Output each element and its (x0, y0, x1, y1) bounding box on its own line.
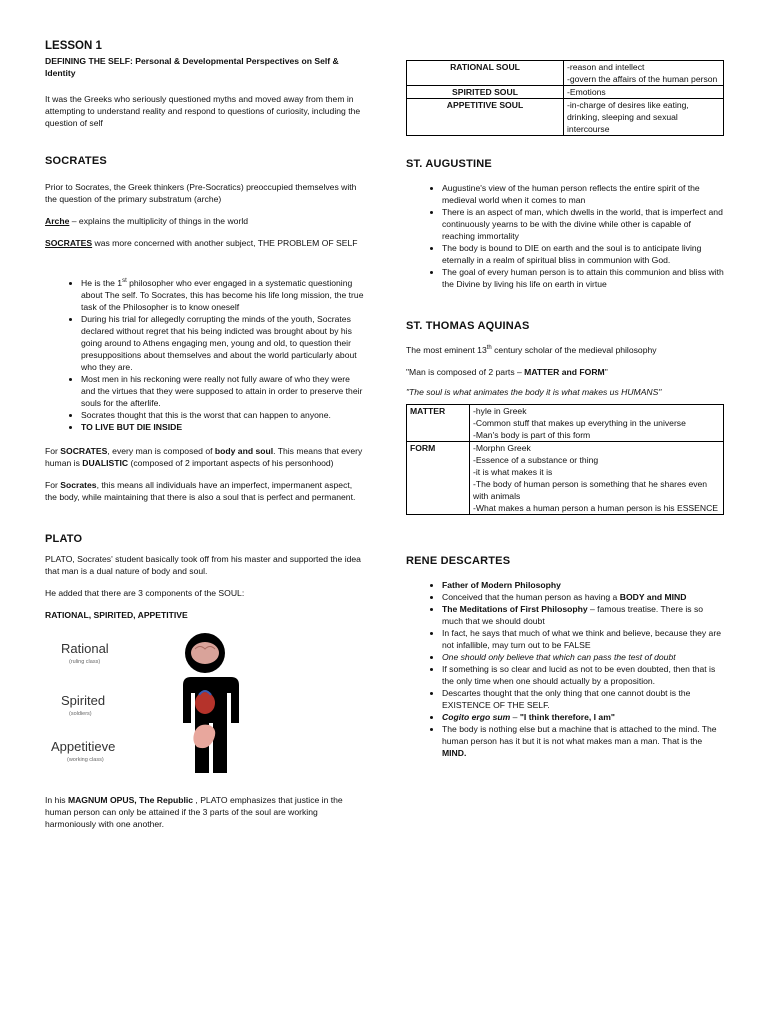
soul-desc: -reason and intellect -govern the affairs of the human person (564, 61, 724, 86)
intro-paragraph: It was the Greeks who seriously questioned myths and moved away from them in attempting to understand reality and respond to questions of curiosity, including the question of self (45, 94, 361, 128)
augustine-bullet-1: • Augustine's view of the human person reflects the entire spirit of the medieval world when it comes to man (442, 182, 724, 206)
left-column (45, 40, 365, 830)
descartes-bullet-9: • The body is nothing else but a machine that is attached to the mind. The human person has it but it is not what makes man a man. That is the MIND. (442, 723, 724, 759)
socrates-problem-text: was more concerned with another subject, THE PROBLEM OF SELF (92, 238, 358, 248)
aquinas-p2: "Man is composed of 2 parts – MATTER and FORM" (406, 366, 608, 377)
socrates-bullet-3: • Most men in his reckoning were really not fully aware of who they were and the virtues that they were supposed to attain in order to preserve their souls for the afterlife. (81, 373, 365, 409)
descartes-bullet-4: • In fact, he says that much of what we think and believe, because they are not infallible, may turn out to be FALSE (442, 627, 724, 651)
table-row (407, 99, 724, 136)
descartes-bullet-8: • Cogito ergo sum – "I think therefore, I am" (442, 711, 724, 723)
augustine-bullets (406, 182, 724, 290)
socrates-bullet-2: • During his trial for allegedly corrupting the minds of the youth, Socrates declared without regret that his being indicted was brought about by his going around to Athens engaging men, young and old, to question their presuppositions about themselves and about the world particularly about who they are. (81, 313, 365, 373)
fig-spirited-sub: (soldiers) (69, 710, 92, 717)
socrates-heading: SOCRATES (45, 155, 107, 167)
plato-republic: In his MAGNUM OPUS, The Republic , PLATO emphasizes that justice in the human person can only be attained if the 3 parts of the soul are working harmoniously with one another. (45, 794, 343, 829)
socrates-bullet-5: • TO LIVE BUT DIE INSIDE (81, 421, 365, 433)
soul-desc: -Emotions (564, 86, 724, 99)
socrates-bullet-1: • He is the 1st philosopher who ever engaged in a systematic questioning about The self. To Socrates, this has become his life long mission, the true task of the Philosopher is to know oneself (81, 275, 365, 313)
plato-soul-figure (45, 631, 245, 776)
plato-p3: RATIONAL, SPIRITED, APPETITIVE (45, 609, 188, 620)
descartes-bullet-7: • Descartes thought that the only thing that one cannot doubt is the EXISTENCE OF THE SELF. (442, 687, 724, 711)
fig-appetitive-label: Appetitieve (51, 738, 116, 754)
soul-desc: -in-charge of desires like eating, drinking, sleeping and sexual intercourse (564, 99, 724, 136)
socrates-body-soul: For Socrates, this means all individuals have an imperfect, impermanent aspect, the body, while maintaining that there is also a soul that is perfect and permanent. (45, 479, 356, 502)
aquinas-heading: ST. THOMAS AQUINAS (406, 320, 530, 332)
socrates-problem (45, 237, 365, 249)
augustine-bullet-4: • The goal of every human person is to attain this communion and bliss with the Divine by living his life on earth in virtue (442, 266, 724, 290)
lesson-title: LESSON 1 (45, 40, 102, 52)
socrates-p1: Prior to Socrates, the Greek thinkers (Pre-Socratics) preoccupied themselves with the question of the primary substratum (arche) (45, 182, 357, 204)
socrates-term: SOCRATES (45, 238, 93, 248)
lesson-subtitle: DEFINING THE SELF: Personal & Developmental Perspectives on Self & Identity (45, 56, 339, 78)
descartes-bullet-3: • The Meditations of First Philosophy – famous treatise. There is so much that we should doubt (442, 603, 724, 627)
soul-name: APPETITIVE SOUL (407, 99, 564, 136)
descartes-bullet-5: • One should only believe that which can pass the test of doubt (442, 651, 724, 663)
arche-definition (45, 215, 365, 227)
socrates-bullets (45, 275, 365, 433)
descartes-heading: RENE DESCARTES (406, 554, 511, 567)
fig-rational-label: Rational (61, 640, 109, 656)
socrates-bullet-4: • Socrates thought that this is the worst that can happen to anyone. (81, 409, 365, 421)
descartes-bullets (406, 579, 724, 759)
fig-spirited-label: Spirited (61, 692, 106, 708)
soul-table (406, 60, 724, 136)
descartes-bullet-2: • Conceived that the human person as having a BODY and MIND (442, 591, 724, 603)
aquinas-p1: The most eminent 13th century scholar of the medieval philosophy (406, 344, 657, 355)
descartes-bullet-1: • Father of Modern Philosophy (442, 579, 724, 591)
fig-rational-sub: (ruling class) (69, 658, 101, 665)
soul-name: SPIRITED SOUL (407, 86, 564, 99)
table-row (407, 86, 724, 99)
table-row (407, 441, 724, 514)
arche-text: – explains the multiplicity of things in the world (69, 216, 249, 226)
concept-desc: -hyle in Greek -Common stuff that makes up everything in the universe -Man's body is part of this form (470, 404, 724, 441)
concept-desc: -Morphn Greek -Essence of a substance or thing -it is what makes it is -The body of human person is something that he shares even with animals -What makes a human person a human person is his ESSENCE (470, 441, 724, 514)
fig-appetitive-sub: (working class) (67, 756, 104, 763)
matter-form-table (406, 404, 724, 515)
plato-p1: PLATO, Socrates' student basically took off from his master and supported the idea that man is a dual nature of body and soul. (45, 553, 361, 576)
table-row (407, 61, 724, 86)
heart-icon (195, 692, 215, 714)
concept-name: MATTER (407, 404, 470, 441)
human-silhouette-icon (165, 631, 245, 776)
concept-name: FORM (407, 441, 470, 514)
aquinas-quote: "The soul is what animates the body it is what makes us HUMANS" (406, 386, 662, 397)
socrates-dualistic: For SOCRATES, every man is composed of body and soul. This means that every human is DUALISTIC (composed of 2 important aspects of his personhood) (45, 445, 363, 468)
brain-icon (191, 642, 219, 664)
descartes-bullet-6: • If something is so clear and lucid as not to be even doubted, then that is the only time when one should actually by a proposition. (442, 663, 724, 687)
plato-p2: He added that there are 3 components of the SOUL: (45, 587, 245, 598)
augustine-bullet-2: • There is an aspect of man, which dwells in the world, that is imperfect and continuously yearns to be with the divine while other is capable of reaching immortality (442, 206, 724, 242)
arche-term: Arche (45, 216, 70, 226)
augustine-bullet-3: • The body is bound to DIE on earth and the soul is to anticipate living eternally in a realm of spiritual bliss in communion with God. (442, 242, 724, 266)
augustine-heading: ST. AUGUSTINE (406, 158, 492, 170)
table-row (407, 404, 724, 441)
soul-name: RATIONAL SOUL (407, 61, 564, 86)
plato-heading: PLATO (45, 532, 83, 545)
right-column (406, 60, 724, 759)
